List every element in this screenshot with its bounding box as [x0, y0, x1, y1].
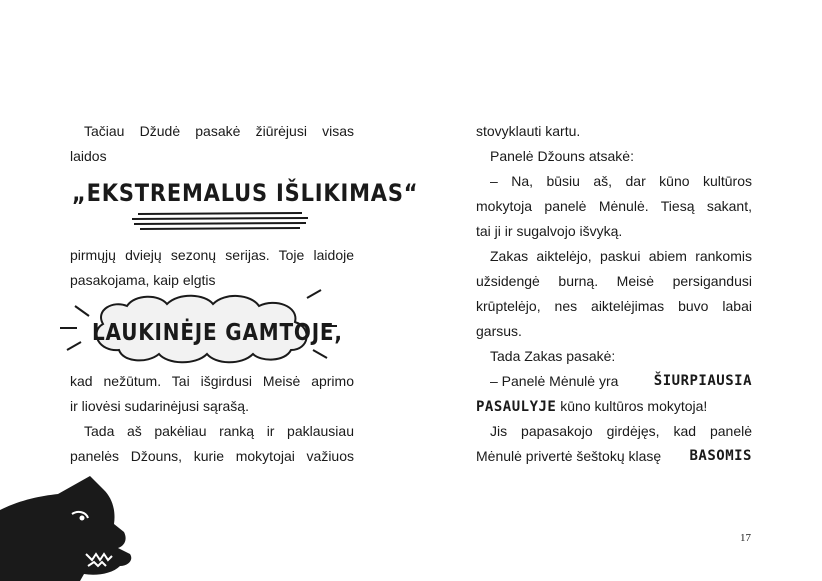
text-line	[476, 398, 707, 415]
wolf-illustration	[0, 470, 140, 581]
text-line: Panelė Džouns atsakė:	[490, 148, 634, 164]
text-line: pasakojama, kaip elgtis	[70, 272, 216, 288]
text-line: Jis papasakojo girdėjęs, kad panelė	[490, 423, 752, 439]
text-line: krūptelėjo, nes aiktelėjimas buvo labai	[476, 298, 752, 314]
text-line	[490, 373, 752, 389]
text-line: pirmųjų dviejų sezonų serijas. Toje laidoje	[70, 247, 354, 263]
handwritten-word: ŠIURPIAUSIA	[653, 373, 752, 389]
text-line: Tačiau Džudė pasakė žiūrėjusi visas	[84, 123, 354, 139]
text-line: ir liovėsi sudarinėjusi sąrašą.	[70, 398, 249, 414]
text-span: – Panelė Mėnulė yra	[490, 373, 619, 389]
text-line: kad nežūtum. Tai išgirdusi Meisė aprimo	[70, 373, 354, 389]
handwritten-word: PASAULYJE	[476, 399, 557, 415]
text-span: kūno kultūros mokytoja!	[560, 398, 708, 414]
text-line: Zakas aiktelėjo, paskui abiem rankomis	[490, 248, 752, 264]
text-line: užsidengė burną. Meisė persigandusi	[476, 273, 752, 289]
text-line: Tada aš pakėliau ranką ir paklausiau	[84, 423, 354, 439]
text-line	[476, 448, 752, 464]
text-line: – Na, būsiu aš, dar kūno kultūros	[490, 173, 752, 189]
title-underline	[130, 210, 310, 236]
text-line: panelės Džouns, kurie mokytojai važiuos	[70, 448, 354, 464]
text-span: Mėnulė privertė šeštokų klasę	[476, 448, 662, 464]
show-title: „EKSTREMALUS IŠLIKIMAS“	[72, 179, 419, 207]
text-line: tai ji ir sugalvojo išvyką.	[476, 223, 623, 239]
text-line: mokytoja panelė Mėnulė. Tiesą sakant,	[476, 198, 752, 214]
handwritten-word: BASOMIS	[689, 448, 752, 464]
text-line: Tada Zakas pasakė:	[490, 348, 616, 364]
cloud-text: LAUKINĖJE GAMTOJE,	[92, 318, 343, 346]
text-line: laidos	[70, 148, 107, 164]
page-number: 17	[740, 532, 751, 544]
text-line: garsus.	[476, 323, 522, 339]
text-line: stovyklauti kartu.	[476, 123, 581, 139]
